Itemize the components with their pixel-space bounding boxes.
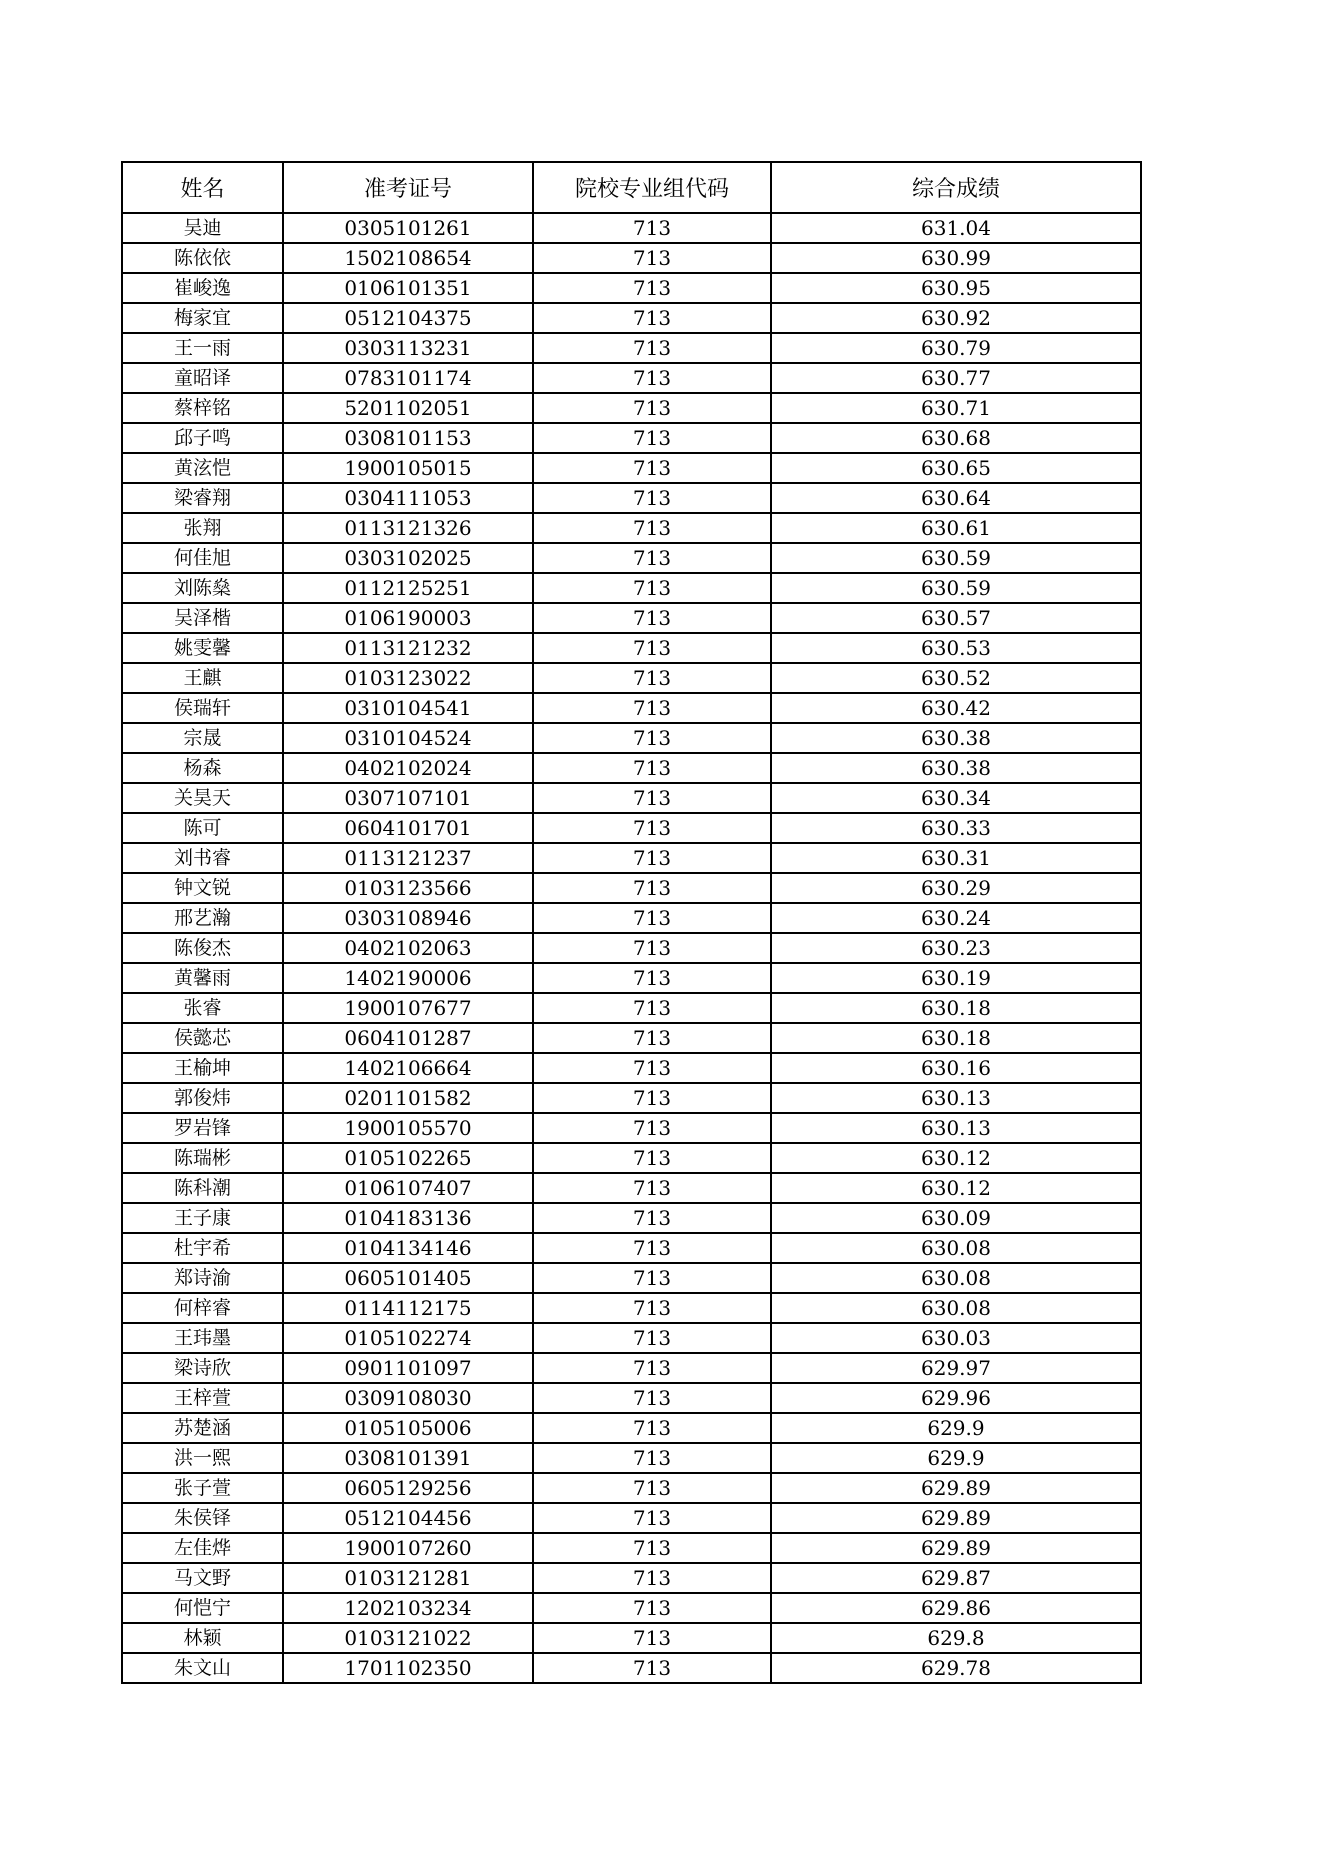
cell-major-group-code: 713 (533, 1413, 771, 1443)
cell-composite-score: 630.29 (771, 873, 1141, 903)
table-row (122, 573, 1141, 603)
cell-composite-score: 629.89 (771, 1533, 1141, 1563)
table-row (122, 1563, 1141, 1593)
cell-major-group-code: 713 (533, 1383, 771, 1413)
cell-composite-score: 630.68 (771, 423, 1141, 453)
cell-name: 姚雯馨 (122, 633, 283, 663)
cell-composite-score: 630.53 (771, 633, 1141, 663)
cell-exam-number: 1701102350 (283, 1653, 533, 1683)
table-row (122, 843, 1141, 873)
table-row (122, 1383, 1141, 1413)
cell-major-group-code: 713 (533, 333, 771, 363)
cell-major-group-code: 713 (533, 753, 771, 783)
table-row (122, 603, 1141, 633)
cell-major-group-code: 713 (533, 1233, 771, 1263)
cell-major-group-code: 713 (533, 243, 771, 273)
cell-major-group-code: 713 (533, 483, 771, 513)
cell-major-group-code: 713 (533, 1203, 771, 1233)
cell-exam-number: 0303113231 (283, 333, 533, 363)
cell-exam-number: 0106101351 (283, 273, 533, 303)
cell-exam-number: 1502108654 (283, 243, 533, 273)
cell-composite-score: 630.77 (771, 363, 1141, 393)
cell-exam-number: 0307107101 (283, 783, 533, 813)
cell-exam-number: 0604101701 (283, 813, 533, 843)
table-row (122, 333, 1141, 363)
cell-major-group-code: 713 (533, 513, 771, 543)
cell-name: 陈俊杰 (122, 933, 283, 963)
cell-exam-number: 0201101582 (283, 1083, 533, 1113)
table-row (122, 1173, 1141, 1203)
cell-composite-score: 630.79 (771, 333, 1141, 363)
cell-exam-number: 1402190006 (283, 963, 533, 993)
cell-exam-number: 0114112175 (283, 1293, 533, 1323)
cell-major-group-code: 713 (533, 303, 771, 333)
cell-composite-score: 630.42 (771, 693, 1141, 723)
cell-composite-score: 630.24 (771, 903, 1141, 933)
cell-major-group-code: 713 (533, 963, 771, 993)
table-row (122, 633, 1141, 663)
cell-composite-score: 630.38 (771, 723, 1141, 753)
cell-exam-number: 0310104524 (283, 723, 533, 753)
header-exam-number: 准考证号 (283, 162, 533, 213)
cell-name: 邢艺瀚 (122, 903, 283, 933)
table-row (122, 1503, 1141, 1533)
cell-name: 何佳旭 (122, 543, 283, 573)
cell-major-group-code: 713 (533, 843, 771, 873)
cell-composite-score: 630.31 (771, 843, 1141, 873)
cell-name: 何梓睿 (122, 1293, 283, 1323)
table-row (122, 393, 1141, 423)
cell-major-group-code: 713 (533, 1323, 771, 1353)
cell-composite-score: 630.99 (771, 243, 1141, 273)
cell-name: 郭俊炜 (122, 1083, 283, 1113)
cell-composite-score: 630.92 (771, 303, 1141, 333)
table-row (122, 1023, 1141, 1053)
cell-name: 王梓萱 (122, 1383, 283, 1413)
cell-composite-score: 629.89 (771, 1503, 1141, 1533)
cell-exam-number: 0512104375 (283, 303, 533, 333)
cell-name: 邱子鸣 (122, 423, 283, 453)
cell-composite-score: 630.08 (771, 1233, 1141, 1263)
cell-composite-score: 629.86 (771, 1593, 1141, 1623)
cell-major-group-code: 713 (533, 1623, 771, 1653)
cell-exam-number: 0310104541 (283, 693, 533, 723)
cell-composite-score: 630.64 (771, 483, 1141, 513)
table-row (122, 1203, 1141, 1233)
cell-composite-score: 630.12 (771, 1173, 1141, 1203)
table-row (122, 303, 1141, 333)
cell-name: 罗岩锋 (122, 1113, 283, 1143)
table-row (122, 1263, 1141, 1293)
cell-exam-number: 0103121022 (283, 1623, 533, 1653)
cell-exam-number: 0304111053 (283, 483, 533, 513)
cell-name: 崔峻逸 (122, 273, 283, 303)
cell-exam-number: 0512104456 (283, 1503, 533, 1533)
cell-major-group-code: 713 (533, 933, 771, 963)
cell-composite-score: 630.61 (771, 513, 1141, 543)
table-row (122, 213, 1141, 243)
cell-exam-number: 0308101153 (283, 423, 533, 453)
cell-name: 侯瑞轩 (122, 693, 283, 723)
cell-name: 梁诗欣 (122, 1353, 283, 1383)
cell-major-group-code: 713 (533, 873, 771, 903)
cell-exam-number: 0783101174 (283, 363, 533, 393)
table-row (122, 543, 1141, 573)
cell-major-group-code: 713 (533, 603, 771, 633)
cell-composite-score: 630.18 (771, 1023, 1141, 1053)
header-name: 姓名 (122, 162, 283, 213)
table-row (122, 783, 1141, 813)
cell-major-group-code: 713 (533, 363, 771, 393)
cell-major-group-code: 713 (533, 453, 771, 483)
table-row (122, 1143, 1141, 1173)
table-row (122, 813, 1141, 843)
cell-major-group-code: 713 (533, 813, 771, 843)
cell-major-group-code: 713 (533, 1023, 771, 1053)
cell-composite-score: 630.59 (771, 543, 1141, 573)
cell-exam-number: 0113121232 (283, 633, 533, 663)
cell-exam-number: 0104183136 (283, 1203, 533, 1233)
cell-exam-number: 1900107260 (283, 1533, 533, 1563)
table-row (122, 693, 1141, 723)
table-row (122, 1233, 1141, 1263)
table-row (122, 873, 1141, 903)
cell-major-group-code: 713 (533, 213, 771, 243)
table-row (122, 1623, 1141, 1653)
table-row (122, 1443, 1141, 1473)
cell-name: 林颖 (122, 1623, 283, 1653)
cell-exam-number: 0113121326 (283, 513, 533, 543)
cell-exam-number: 0308101391 (283, 1443, 533, 1473)
cell-name: 关昊天 (122, 783, 283, 813)
cell-major-group-code: 713 (533, 1353, 771, 1383)
cell-major-group-code: 713 (533, 663, 771, 693)
cell-major-group-code: 713 (533, 903, 771, 933)
cell-composite-score: 629.9 (771, 1413, 1141, 1443)
cell-name: 钟文锐 (122, 873, 283, 903)
cell-exam-number: 1900105570 (283, 1113, 533, 1143)
table-row (122, 753, 1141, 783)
cell-name: 王榆坤 (122, 1053, 283, 1083)
cell-composite-score: 630.16 (771, 1053, 1141, 1083)
cell-composite-score: 630.12 (771, 1143, 1141, 1173)
cell-name: 杜宇希 (122, 1233, 283, 1263)
cell-exam-number: 1402106664 (283, 1053, 533, 1083)
cell-name: 王麒 (122, 663, 283, 693)
table-row (122, 1413, 1141, 1443)
cell-composite-score: 629.78 (771, 1653, 1141, 1683)
table-row (122, 1293, 1141, 1323)
cell-name: 马文野 (122, 1563, 283, 1593)
table-row (122, 1353, 1141, 1383)
header-row (122, 162, 1141, 213)
cell-exam-number: 0402102063 (283, 933, 533, 963)
cell-major-group-code: 713 (533, 1443, 771, 1473)
cell-exam-number: 0106190003 (283, 603, 533, 633)
cell-name: 黄馨雨 (122, 963, 283, 993)
cell-name: 刘陈燊 (122, 573, 283, 603)
cell-composite-score: 630.95 (771, 273, 1141, 303)
table-row (122, 1053, 1141, 1083)
cell-major-group-code: 713 (533, 1173, 771, 1203)
cell-name: 刘书睿 (122, 843, 283, 873)
cell-composite-score: 630.13 (771, 1113, 1141, 1143)
cell-major-group-code: 713 (533, 1083, 771, 1113)
cell-composite-score: 630.34 (771, 783, 1141, 813)
cell-name: 蔡梓铭 (122, 393, 283, 423)
cell-composite-score: 630.71 (771, 393, 1141, 423)
cell-major-group-code: 713 (533, 1293, 771, 1323)
table-row (122, 663, 1141, 693)
cell-composite-score: 629.97 (771, 1353, 1141, 1383)
cell-exam-number: 5201102051 (283, 393, 533, 423)
cell-major-group-code: 713 (533, 393, 771, 423)
cell-composite-score: 630.18 (771, 993, 1141, 1023)
cell-major-group-code: 713 (533, 573, 771, 603)
cell-composite-score: 630.65 (771, 453, 1141, 483)
cell-name: 左佳烨 (122, 1533, 283, 1563)
cell-major-group-code: 713 (533, 783, 771, 813)
cell-major-group-code: 713 (533, 1563, 771, 1593)
table-row (122, 903, 1141, 933)
cell-major-group-code: 713 (533, 423, 771, 453)
table-row (122, 243, 1141, 273)
cell-name: 朱侯铎 (122, 1503, 283, 1533)
cell-name: 侯懿芯 (122, 1023, 283, 1053)
table-row (122, 483, 1141, 513)
cell-exam-number: 0402102024 (283, 753, 533, 783)
table-row (122, 1653, 1141, 1683)
table-row (122, 513, 1141, 543)
cell-name: 黄泫恺 (122, 453, 283, 483)
cell-composite-score: 629.89 (771, 1473, 1141, 1503)
cell-composite-score: 630.08 (771, 1263, 1141, 1293)
cell-major-group-code: 713 (533, 1533, 771, 1563)
cell-composite-score: 630.03 (771, 1323, 1141, 1353)
cell-name: 郑诗渝 (122, 1263, 283, 1293)
cell-composite-score: 629.8 (771, 1623, 1141, 1653)
cell-exam-number: 0104134146 (283, 1233, 533, 1263)
table-row (122, 423, 1141, 453)
cell-major-group-code: 713 (533, 1143, 771, 1173)
table-row (122, 363, 1141, 393)
cell-composite-score: 629.87 (771, 1563, 1141, 1593)
cell-name: 何恺宁 (122, 1593, 283, 1623)
cell-composite-score: 630.08 (771, 1293, 1141, 1323)
cell-exam-number: 0105105006 (283, 1413, 533, 1443)
cell-exam-number: 0103121281 (283, 1563, 533, 1593)
cell-major-group-code: 713 (533, 1263, 771, 1293)
cell-exam-number: 0103123566 (283, 873, 533, 903)
cell-composite-score: 629.96 (771, 1383, 1141, 1413)
cell-major-group-code: 713 (533, 1473, 771, 1503)
score-table (121, 161, 1142, 1684)
cell-exam-number: 0901101097 (283, 1353, 533, 1383)
cell-exam-number: 1900105015 (283, 453, 533, 483)
cell-name: 陈科潮 (122, 1173, 283, 1203)
cell-composite-score: 630.23 (771, 933, 1141, 963)
cell-composite-score: 630.38 (771, 753, 1141, 783)
cell-composite-score: 630.57 (771, 603, 1141, 633)
cell-major-group-code: 713 (533, 273, 771, 303)
cell-composite-score: 630.33 (771, 813, 1141, 843)
cell-name: 梅家宜 (122, 303, 283, 333)
cell-composite-score: 630.52 (771, 663, 1141, 693)
cell-exam-number: 0106107407 (283, 1173, 533, 1203)
table-row (122, 1473, 1141, 1503)
cell-major-group-code: 713 (533, 1503, 771, 1533)
cell-name: 张子萱 (122, 1473, 283, 1503)
cell-exam-number: 0113121237 (283, 843, 533, 873)
header-composite-score: 综合成绩 (771, 162, 1141, 213)
cell-major-group-code: 713 (533, 1113, 771, 1143)
cell-major-group-code: 713 (533, 1053, 771, 1083)
cell-name: 朱文山 (122, 1653, 283, 1683)
cell-name: 童昭译 (122, 363, 283, 393)
cell-composite-score: 630.13 (771, 1083, 1141, 1113)
cell-name: 杨森 (122, 753, 283, 783)
table-row (122, 963, 1141, 993)
cell-exam-number: 0305101261 (283, 213, 533, 243)
table-body (122, 213, 1141, 1683)
cell-major-group-code: 713 (533, 1593, 771, 1623)
cell-major-group-code: 713 (533, 723, 771, 753)
header-major-group-code: 院校专业组代码 (533, 162, 771, 213)
cell-composite-score: 630.09 (771, 1203, 1141, 1233)
cell-exam-number: 0105102274 (283, 1323, 533, 1353)
cell-exam-number: 0605129256 (283, 1473, 533, 1503)
cell-name: 张睿 (122, 993, 283, 1023)
table-row (122, 1593, 1141, 1623)
cell-composite-score: 629.9 (771, 1443, 1141, 1473)
cell-exam-number: 0112125251 (283, 573, 533, 603)
cell-name: 陈瑞彬 (122, 1143, 283, 1173)
cell-name: 陈可 (122, 813, 283, 843)
cell-name: 吴迪 (122, 213, 283, 243)
cell-exam-number: 0105102265 (283, 1143, 533, 1173)
cell-major-group-code: 713 (533, 633, 771, 663)
table-row (122, 723, 1141, 753)
cell-composite-score: 630.19 (771, 963, 1141, 993)
cell-exam-number: 0303108946 (283, 903, 533, 933)
table-row (122, 453, 1141, 483)
cell-exam-number: 0604101287 (283, 1023, 533, 1053)
cell-name: 王一雨 (122, 333, 283, 363)
cell-major-group-code: 713 (533, 1653, 771, 1683)
cell-exam-number: 0309108030 (283, 1383, 533, 1413)
cell-exam-number: 1202103234 (283, 1593, 533, 1623)
cell-name: 王玮墨 (122, 1323, 283, 1353)
cell-composite-score: 630.59 (771, 573, 1141, 603)
cell-name: 王子康 (122, 1203, 283, 1233)
cell-major-group-code: 713 (533, 993, 771, 1023)
table-row (122, 273, 1141, 303)
cell-exam-number: 1900107677 (283, 993, 533, 1023)
cell-name: 苏楚涵 (122, 1413, 283, 1443)
cell-name: 洪一熙 (122, 1443, 283, 1473)
cell-exam-number: 0303102025 (283, 543, 533, 573)
cell-composite-score: 631.04 (771, 213, 1141, 243)
cell-name: 吴泽楷 (122, 603, 283, 633)
cell-major-group-code: 713 (533, 543, 771, 573)
cell-name: 宗晟 (122, 723, 283, 753)
table-row (122, 1083, 1141, 1113)
cell-exam-number: 0103123022 (283, 663, 533, 693)
cell-exam-number: 0605101405 (283, 1263, 533, 1293)
table-row (122, 993, 1141, 1023)
table-row (122, 1113, 1141, 1143)
cell-name: 陈依依 (122, 243, 283, 273)
cell-name: 张翔 (122, 513, 283, 543)
table-row (122, 933, 1141, 963)
cell-name: 梁睿翔 (122, 483, 283, 513)
cell-major-group-code: 713 (533, 693, 771, 723)
table-row (122, 1533, 1141, 1563)
table-row (122, 1323, 1141, 1353)
